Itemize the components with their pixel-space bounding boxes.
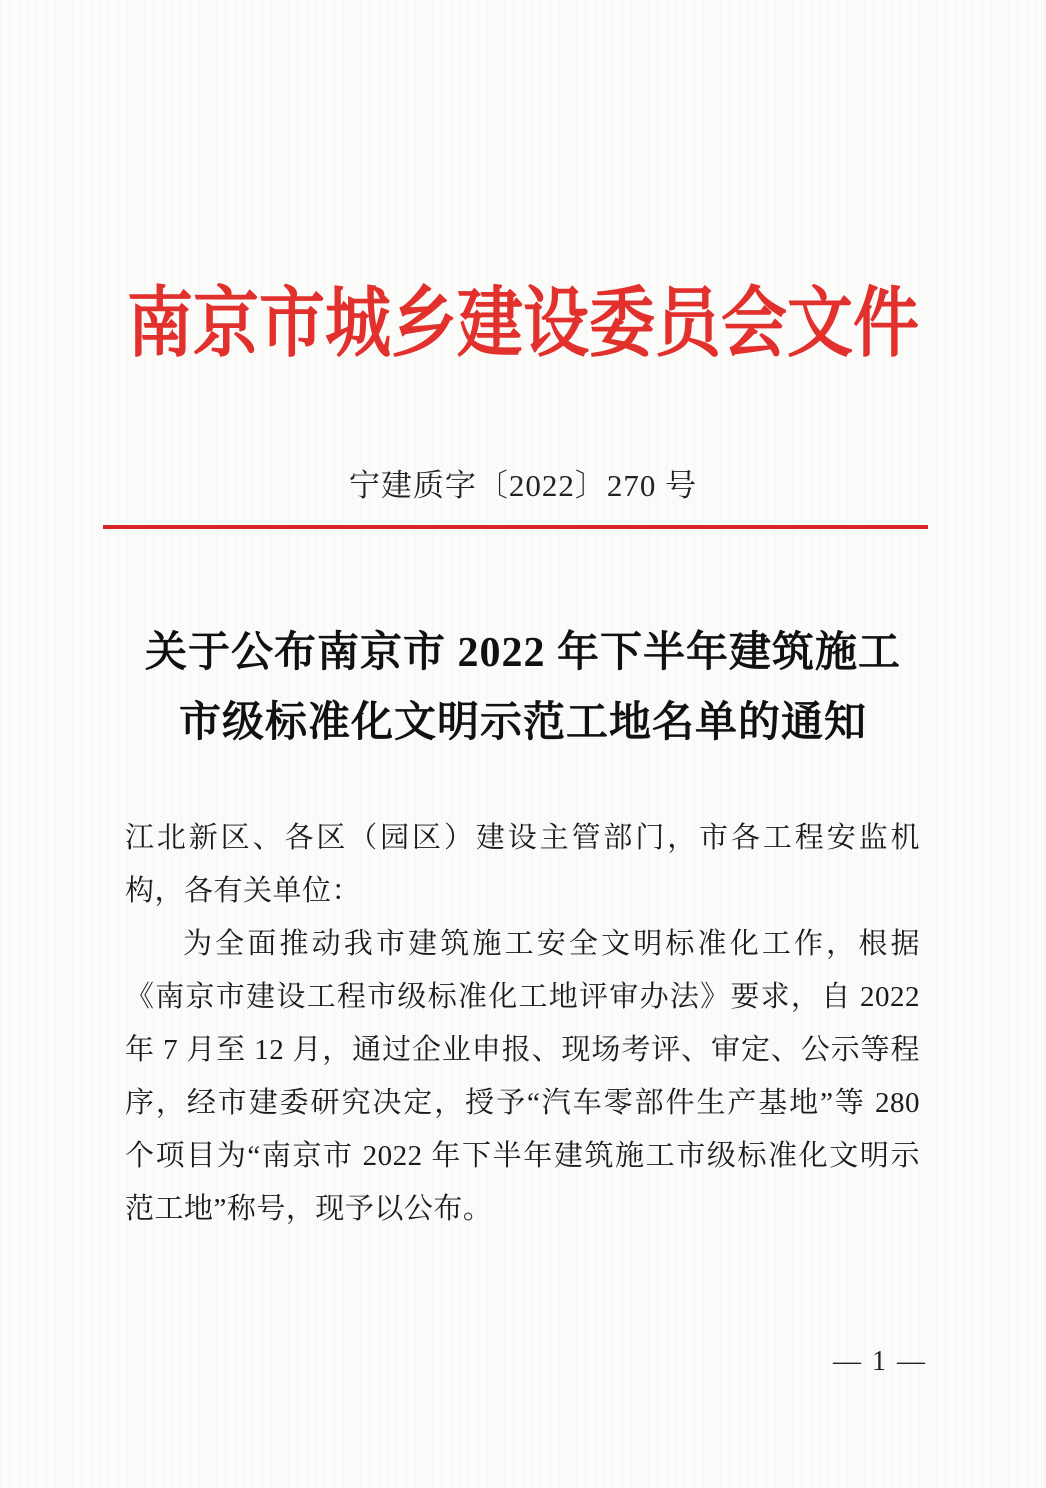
document-body [125,812,920,1236]
red-divider-line [103,525,928,529]
body-paragraph: 为全面推动我市建筑施工安全文明标准化工作，根据《南京市建设工程市级标准化工地评审办法》要求，自 2022 年 7 月至 12 月，通过企业申报、现场考评、审定、公示等程序，经市建委研究决定，授予“汽车零部件生产基地”等 280 个项目为“南京市 2022 年下半年建筑施工市级标准化文明示范工地”称号，现予以公布。 [125,928,920,1225]
document-header-title: 南京市城乡建设委员会文件 [127,282,919,367]
document-title-line2: 市级标准化文明示范工地名单的通知 [178,700,867,746]
document-title [0,618,1046,758]
document-title-line1: 关于公布南京市 2022 年下半年建筑施工 [144,630,901,676]
salutation-paragraph: 江北新区、各区（园区）建设主管部门，市各工程安监机构，各有关单位： [125,822,920,907]
doc-number: 宁建质字〔2022〕270 号 [348,468,698,503]
page-number: — 1 — [833,1346,927,1377]
